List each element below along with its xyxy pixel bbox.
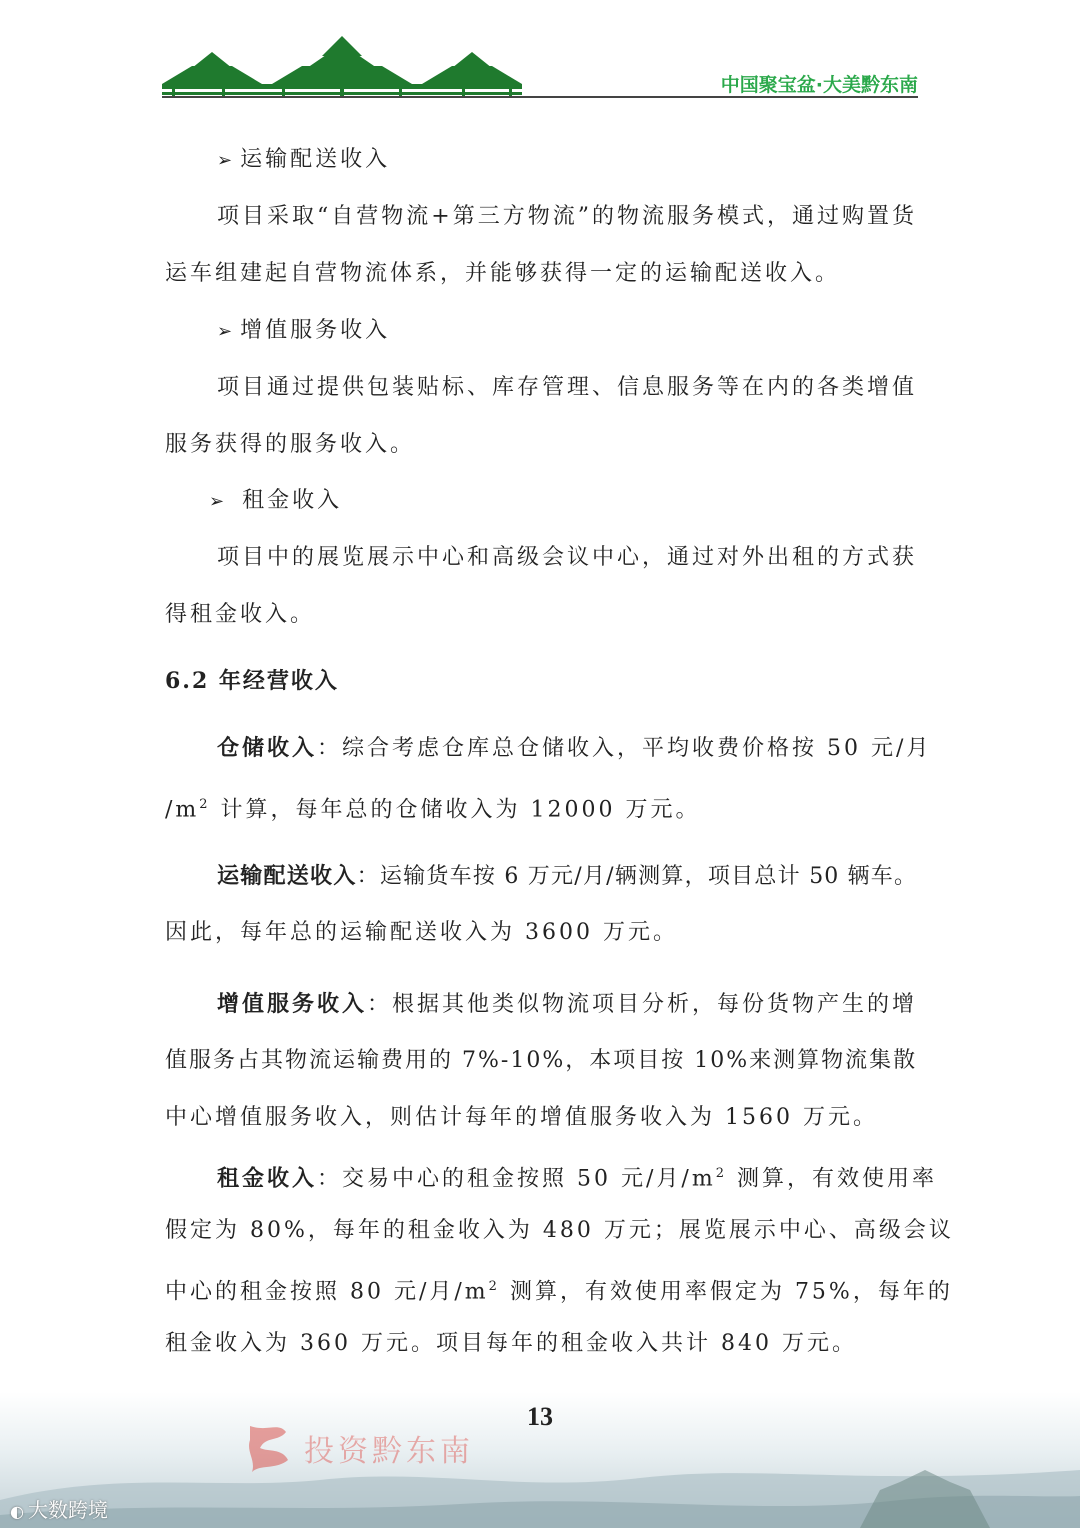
page-header <box>0 0 1080 110</box>
paragraph-line: 仓储收入：综合考虑仓库总仓储收入，平均收费价格按 50 元/月 <box>217 735 932 761</box>
mountain-scenery-icon <box>0 1430 1080 1528</box>
paragraph-line: 因此，每年总的运输配送收入为 3600 万元。 <box>165 920 678 945</box>
paragraph-line: 运车组建起自营物流体系，并能够获得一定的运输配送收入。 <box>165 261 841 286</box>
header-divider <box>162 96 918 98</box>
paragraph-line: $/m^2$ 计算，每年总的仓储收入为 12000 万元。 <box>165 797 701 823</box>
paragraph-line: 假定为 80%，每年的租金收入为 480 万元；展览展示中心、高级会议 <box>165 1218 954 1243</box>
paragraph-line: 中心增值服务收入，则估计每年的增值服务收入为 1560 万元。 <box>165 1105 878 1130</box>
paragraph-line: 项目采取“自营物流+第三方物流”的物流服务模式，通过购置货 <box>217 204 917 229</box>
watermark: ◐ 大数跨境 <box>10 1498 108 1522</box>
paragraph-line: 增值服务收入：根据其他类似物流项目分析，每份货物产生的增 <box>217 991 918 1017</box>
term-label: 仓储收入 <box>217 735 318 761</box>
paragraph-line: 项目中的展览展示中心和高级会议中心，通过对外出租的方式获 <box>217 545 918 570</box>
paragraph-line: 值服务占其物流运输费用的 7%-10%，本项目按 10%来测算物流集散 <box>165 1048 918 1073</box>
arrow-bullet-icon: ➢ <box>217 321 233 342</box>
section-heading: 6.2 年经营收入 <box>165 668 339 694</box>
term-label: 增值服务收入 <box>217 991 368 1017</box>
term-label: 租金收入 <box>217 1165 318 1192</box>
term-label: 运输配送收入 <box>217 863 357 889</box>
arrow-bullet-icon: ➢ <box>217 150 233 171</box>
paragraph-line: 租金收入为 360 万元。项目每年的租金收入共计 840 万元。 <box>165 1331 857 1356</box>
paragraph-line: 租金收入：交易中心的租金按照 50 元/月$/m^2$ 测算，有效使用率 <box>217 1165 937 1192</box>
arrow-bullet-icon: ➢ <box>209 491 225 512</box>
page-number: 13 <box>527 1402 553 1431</box>
paragraph-line: 服务获得的服务收入。 <box>165 432 416 457</box>
logo-text: 投资黔东南 <box>304 1434 474 1469</box>
bullet-heading-rent <box>209 486 961 517</box>
bullet-heading-value-added <box>217 316 917 347</box>
paragraph-line: 运输配送收入：运输货车按 6 万元/月/辆测算，项目总计 50 辆车。 <box>217 863 917 889</box>
paragraph-line: 项目通过提供包装贴标、库存管理、信息服务等在内的各类增值 <box>217 375 918 400</box>
bullet-heading-text: 租金收入 <box>242 488 343 513</box>
watermark-logo-icon: ◐ <box>10 1502 24 1521</box>
pavilion-banner-icon <box>162 36 522 98</box>
bullet-heading-text: 增值服务收入 <box>240 318 391 343</box>
header-title: 中国聚宝盆·大美黔东南 <box>720 74 918 96</box>
bullet-heading-transport <box>217 145 917 176</box>
paragraph-line: 得租金收入。 <box>165 602 316 627</box>
bullet-heading-text: 运输配送收入 <box>240 147 391 172</box>
paragraph-line: 中心的租金按照 80 元/月$/m^2$ 测算，有效使用率假定为 75%，每年的 <box>165 1279 953 1305</box>
